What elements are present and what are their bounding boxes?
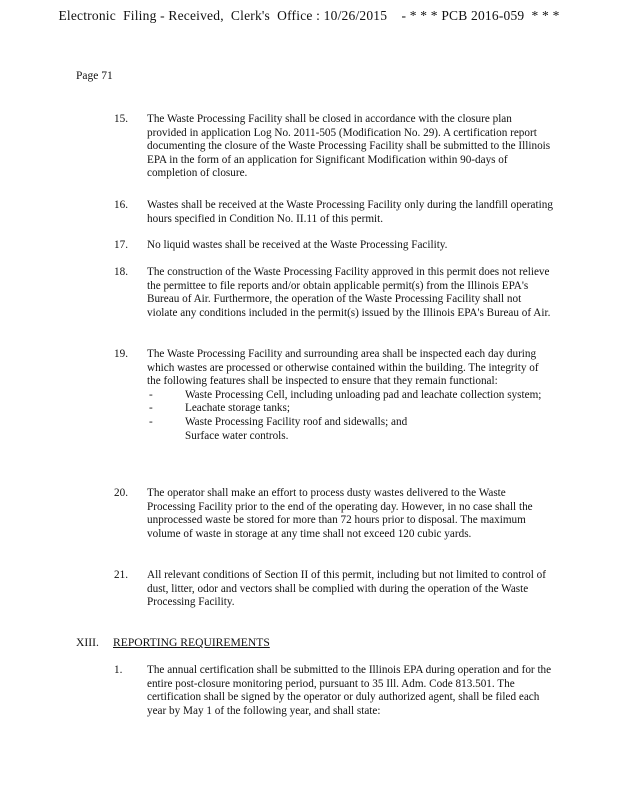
item-text: The construction of the Waste Processing Facility approved in this permit does not relieve the permittee to file reports and/or obtain applicable permit(s) from the Illinois EPA's Bureau of Air. Furthermore, the operation of the Waste Processing Facility shall not violate any conditions included in the permit(s) issued by the Illinois EPA's Bureau of Air. — [147, 266, 551, 319]
condition-item — [114, 569, 554, 610]
item-number: 18. — [114, 266, 128, 278]
item-number: 16. — [114, 199, 128, 211]
item-number: 21. — [114, 569, 128, 581]
item-text: The Waste Processing Facility shall be closed in accordance with the closure plan provided in application Log No. 2011-505 (Modification No. 29). A certification report documenting the closure of the Waste Processing Facility shall be submitted to the Illinois EPA in the form of an application for Significant Modification within 90-days of completion of closure. — [147, 113, 551, 180]
condition-item — [114, 199, 554, 226]
item-number: 15. — [114, 113, 128, 125]
item-text: All relevant conditions of Section II of this permit, including but not limited to control of dust, litter, odor and vectors shall be complied with during the operation of the Waste Processing Facility. — [147, 569, 546, 609]
feature-list — [147, 389, 554, 443]
item-text: The annual certification shall be submitted to the Illinois EPA during operation and for the entire post-closure monitoring period, pursuant to 35 Ill. Adm. Code 813.501. The certification shall be signed by the operator or duly authorized agent, shall be filed each year by May 1 of the following year, and shall state: — [147, 664, 552, 717]
list-dash: - — [149, 402, 153, 415]
filing-header: Electronic Filing - Received, Clerk's Office : 10/26/2015 - * * * PCB 2016-059 * * * — [58, 8, 560, 23]
item-text: Wastes shall be received at the Waste Processing Facility only during the landfill operating hours specified in Condition No. II.11 of this permit. — [147, 199, 553, 225]
condition-item — [114, 266, 554, 320]
item-text: No liquid wastes shall be received at the Waste Processing Facility. — [147, 239, 448, 251]
list-item — [147, 430, 554, 444]
item-number: 20. — [114, 487, 128, 499]
list-item — [147, 416, 554, 430]
condition-item — [114, 348, 554, 443]
item-number: 1. — [114, 664, 123, 676]
item-number: 17. — [114, 239, 128, 251]
list-dash: - — [149, 415, 153, 428]
list-item-text: Leachate storage tanks; — [185, 402, 290, 415]
item-text: The operator shall make an effort to process dusty wastes delivered to the Waste Processing Facility prior to the end of the operating day. However, in no case shall the unprocessed waste be stored for more than 72 hours prior to disposal. The maximum volume of waste in storage at any time shall not exceed 120 cubic yards. — [147, 487, 533, 540]
section-number: XIII. — [76, 636, 99, 649]
list-item-text: Waste Processing Cell, including unloading pad and leachate collection system; — [185, 388, 542, 401]
reporting-item — [114, 664, 554, 718]
section-title: REPORTING REQUIREMENTS — [113, 636, 270, 649]
condition-item — [114, 113, 554, 181]
condition-item — [114, 487, 554, 541]
item-text — [147, 348, 554, 443]
item-text-intro: The Waste Processing Facility and surrounding area shall be inspected each day during which wastes are processed or otherwise contained within the building. The integrity of the following features shall be inspected to ensure that they remain functional: — [147, 348, 539, 388]
section-heading — [76, 636, 270, 649]
item-number: 19. — [114, 348, 128, 360]
list-item-text: Surface water controls. — [185, 429, 289, 442]
page-number: Page 71 — [76, 70, 113, 82]
list-dash: - — [149, 388, 153, 401]
list-item — [147, 402, 554, 416]
list-item — [147, 389, 554, 403]
condition-item — [114, 239, 554, 253]
list-item-text: Waste Processing Facility roof and sidewalls; and — [185, 415, 408, 428]
